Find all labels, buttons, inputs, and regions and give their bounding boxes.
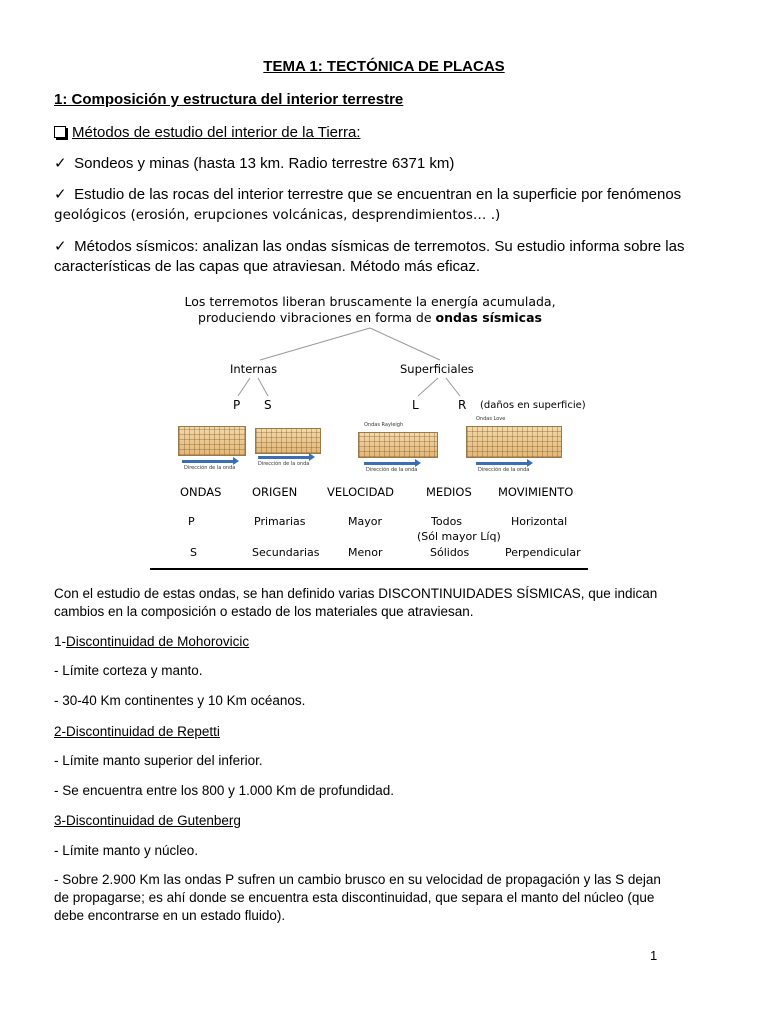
row-p-onda: P [188, 515, 195, 528]
direction-label: Dirección de la onda [478, 467, 530, 473]
methods-heading: Métodos de estudio del interior de la Tierra: [72, 124, 361, 141]
caption-prefix: produciendo vibraciones en forma de [198, 310, 436, 325]
direction-label: Dirección de la onda [184, 465, 236, 471]
bullet-text: Métodos sísmicos: analizan las ondas sísmicas de terremotos. Su estudio informa sobre las [74, 238, 685, 255]
s-wave-label: S [264, 398, 272, 412]
d3-item-1: - Límite manto y núcleo. [54, 843, 199, 858]
r-wave-label: R [458, 398, 467, 412]
discontinuities-intro-line1: Con el estudio de estas ondas, se han definido varias DISCONTINUIDADES SÍSMICAS, que indican [54, 586, 658, 601]
wave-direction-arrow-icon [182, 460, 234, 463]
bullet-rocas-cont: geológicos (erosión, erupciones volcánicas, desprendimientos… .) [54, 207, 501, 223]
seismic-waves-figure [150, 290, 590, 575]
row-s-origen: Secundarias [252, 546, 320, 559]
row-s-movimiento: Perpendicular [505, 546, 581, 559]
col-medios: MEDIOS [426, 485, 472, 499]
row-p-origen: Primarias [254, 515, 306, 528]
d1-item-1: - Límite corteza y manto. [54, 663, 203, 678]
d1-prefix: 1- [54, 634, 67, 649]
bullet-rocas [54, 185, 681, 203]
document-title: TEMA 1: TECTÓNICA DE PLACAS [263, 58, 505, 75]
col-ondas: ONDAS [180, 485, 222, 499]
discontinuity-1-heading [54, 633, 714, 651]
d3-item-2-line1: - Sobre 2.900 Km las ondas P sufren un cambio brusco en su velocidad de propagación y las S dejan [54, 872, 661, 887]
bullet-sondeos [54, 154, 454, 172]
row-p-velocidad: Mayor [348, 515, 382, 528]
page-number: 1 [650, 948, 658, 963]
col-movimiento: MOVIMIENTO [498, 485, 574, 499]
p-wave-label: P [233, 398, 241, 412]
wave-direction-arrow-icon [476, 462, 528, 465]
d2-item-2: - Se encuentra entre los 800 y 1.000 Km de profundidad. [54, 783, 394, 798]
discontinuity-3-heading: 3-Discontinuidad de Gutenberg [54, 813, 241, 828]
row-s-onda: S [190, 546, 197, 559]
row-p-medios: Todos [431, 515, 463, 528]
d3-item-2-line2: de propagarse; es ahí donde se encuentra esta discontinuidad, que separa el manto del núcleo (que [54, 890, 655, 905]
rayleigh-label: Ondas Rayleigh [364, 422, 404, 428]
discontinuity-2-heading: 2-Discontinuidad de Repetti [54, 724, 220, 739]
row-p-medios-extra: (Sól mayor Líq) [417, 530, 501, 543]
d2-item-1: - Límite manto superior del inferior. [54, 753, 263, 768]
rayleigh-wave-block-image [358, 432, 438, 458]
col-origen: ORIGEN [252, 485, 298, 499]
direction-label: Dirección de la onda [258, 461, 310, 467]
danos-label: (daños en superficie) [480, 400, 586, 411]
love-label: Ondas Love [476, 416, 506, 422]
d1-title: Discontinuidad de Mohorovicic [66, 634, 250, 649]
discontinuities-intro-line2: cambios en la composición o estado de los materiales que atraviesan. [54, 604, 474, 619]
superficiales-label: Superficiales [400, 362, 474, 376]
caption-bold: ondas sísmicas [435, 310, 542, 325]
bullet-text: Sondeos y minas (hasta 13 km. Radio terrestre 6371 km) [74, 155, 455, 172]
bullet-text: Estudio de las rocas del interior terrestre que se encuentran en la superficie por fenómenos [74, 186, 682, 203]
row-s-velocidad: Menor [348, 546, 383, 559]
checkmark-icon: ✓ [54, 186, 67, 203]
bullet-sismicos-cont: características de las capas que atraviesan. Método más eficaz. [54, 258, 481, 275]
figure-caption-line1: Los terremotos liberan bruscamente la energía acumulada, [184, 294, 556, 309]
row-p-movimiento: Horizontal [511, 515, 568, 528]
d3-item-2-line3: debe encontrarse en un estado fluido). [54, 908, 286, 923]
col-velocidad: VELOCIDAD [327, 485, 394, 499]
row-s-medios: Sólidos [430, 546, 470, 559]
s-wave-block-image [255, 428, 321, 454]
d1-item-2: - 30-40 Km continentes y 10 Km océanos. [54, 693, 306, 708]
checkbox-bullet-icon [54, 126, 66, 138]
checkmark-icon: ✓ [54, 238, 67, 255]
section-heading: 1: Composición y estructura del interior terrestre [54, 91, 404, 108]
checkmark-icon: ✓ [54, 155, 67, 172]
methods-heading-row [54, 124, 361, 141]
internas-label: Internas [230, 362, 278, 376]
direction-label: Dirección de la onda [366, 467, 418, 473]
love-wave-block-image [466, 426, 562, 458]
p-wave-block-image [178, 426, 246, 456]
wave-direction-arrow-icon [258, 456, 310, 459]
wave-direction-arrow-icon [364, 462, 416, 465]
l-wave-label: L [412, 398, 419, 412]
bullet-sismicos [54, 237, 684, 255]
